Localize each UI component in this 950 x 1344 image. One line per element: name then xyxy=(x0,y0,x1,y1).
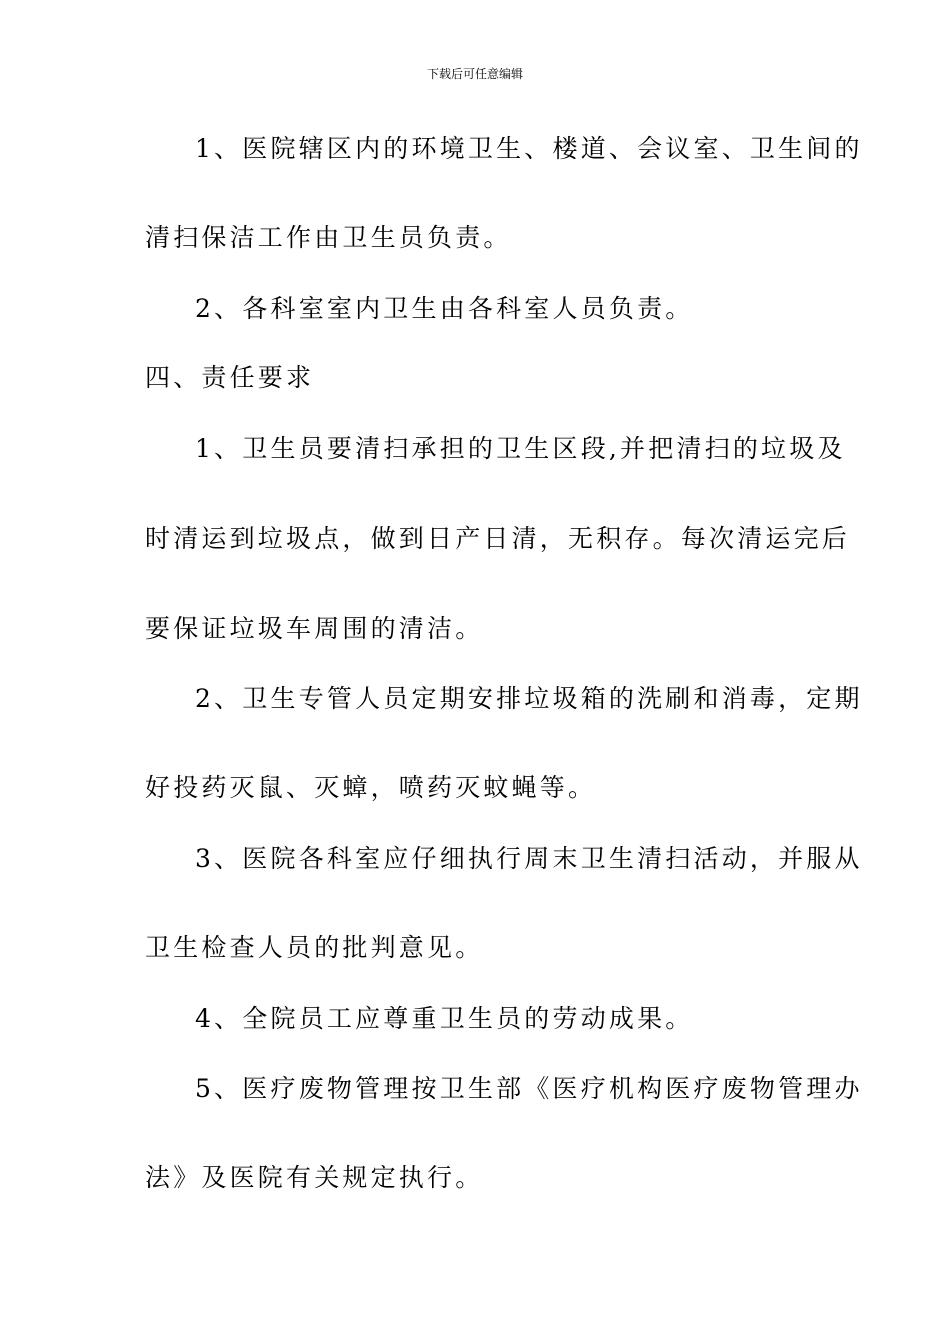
section-heading: 四、责任要求 xyxy=(145,363,315,392)
paragraph-line: 要保证垃圾车周围的清洁。 xyxy=(145,614,484,643)
paragraph-line: 2、卫生专管人员定期安排垃圾箱的洗刷和消毒，定期 xyxy=(195,684,863,713)
paragraph-line: 时清运到垃圾点，做到日产日清，无积存。每次清运完后 xyxy=(145,524,851,553)
paragraph-line: 清扫保洁工作由卫生员负责。 xyxy=(145,223,512,252)
paragraph-line: 好投药灭鼠、灭蟑，喷药灭蚊蝇等。 xyxy=(145,773,597,802)
page-header: 下载后可任意编辑 xyxy=(426,67,523,81)
paragraph-line: 5、医疗废物管理按卫生部《医疗机构医疗废物管理办 xyxy=(195,1074,863,1103)
paragraph-line: 4、全院员工应尊重卫生员的劳动成果。 xyxy=(195,1004,694,1033)
paragraph-line: 1、卫生员要清扫承担的卫生区段,并把清扫的垃圾及 xyxy=(195,434,846,463)
paragraph-line: 3、医院各科室应仔细执行周末卫生清扫活动，并服从 xyxy=(195,844,863,873)
paragraph-line: 卫生检查人员的批判意见。 xyxy=(145,933,484,962)
paragraph-line: 法》及医院有关规定执行。 xyxy=(145,1163,484,1192)
paragraph-line: 1、医院辖区内的环境卫生、楼道、会议室、卫生间的 xyxy=(195,134,863,163)
paragraph-line: 2、各科室室内卫生由各科室人员负责。 xyxy=(195,294,694,323)
